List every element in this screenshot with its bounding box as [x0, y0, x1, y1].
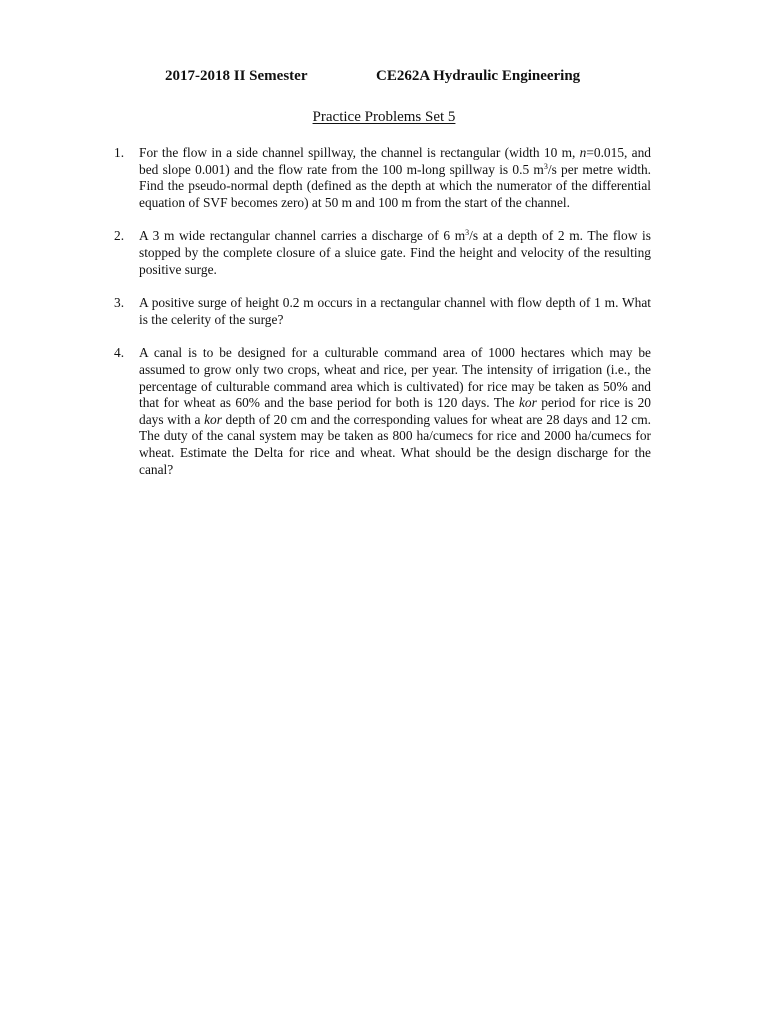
problem-3 — [114, 295, 651, 328]
kor-term: kor — [518, 395, 537, 411]
problem-number: 1. — [114, 145, 125, 160]
course-title: CE262A Hydraulic Engineering — [376, 68, 581, 84]
kor-term: kor — [204, 411, 222, 427]
problem-number: 3. — [114, 295, 125, 311]
problem-text: /s per metre width. Find the pseudo-normal depth (defined as the depth at which the numerator of the differential equation of SVF becomes zero) at 50 m and 100 m from the start of the channel. — [139, 161, 652, 210]
problem-list — [114, 145, 651, 495]
problem-1 — [114, 145, 651, 211]
superscript: 3 — [543, 161, 548, 171]
problem-text: depth of 20 cm and the corresponding values for wheat are 28 days and 12 cm. The duty of the canal system may be taken as 800 ha/cumecs for rice and 2000 ha/cumecs for wheat. Estimate the Delta for rice and wheat. What should be the design discharge for the canal? — [139, 411, 651, 477]
problem-text: For the flow in a side channel spillway, the channel is rectangular (width 10 m, — [139, 145, 580, 160]
problem-text: period for rice is 20 days with a — [139, 395, 651, 427]
semester-label: 2017-2018 II Semester — [165, 68, 308, 84]
problem-set-title-text: Practice Problems Set 5 — [312, 109, 456, 125]
problem-number: 4. — [114, 345, 125, 361]
problem-text: A 3 m wide rectangular channel carries a discharge of 6 m — [139, 228, 466, 244]
manning-n-symbol: n — [579, 145, 587, 160]
problem-set-title — [0, 109, 768, 126]
superscript: 3 — [465, 228, 470, 238]
problem-text: =0.015, and bed slope 0.001) and the flow rate from the 100 m-long spillway is 0.5 m — [139, 145, 651, 177]
problem-number: 2. — [114, 228, 125, 244]
problem-4 — [114, 345, 651, 478]
problem-text: A canal is to be designed for a culturable command area of 1000 hectares which may be assumed to grow only two crops, wheat and rice, per year. The intensity of irrigation (i.e., the percentage of culturable command area which is cultivated) for rice may be taken as 50% and that for wheat as 60% and the base period for both is 120 days. The — [139, 345, 651, 411]
problem-text: A positive surge of height 0.2 m occurs in a rectangular channel with flow depth of 1 m. What is the celerity of the surge? — [139, 295, 651, 327]
problem-2 — [114, 228, 651, 278]
problem-text: /s at a depth of 2 m. The flow is stopped by the complete closure of a sluice gate. Find the height and velocity of the resulting positive surge. — [139, 228, 651, 277]
